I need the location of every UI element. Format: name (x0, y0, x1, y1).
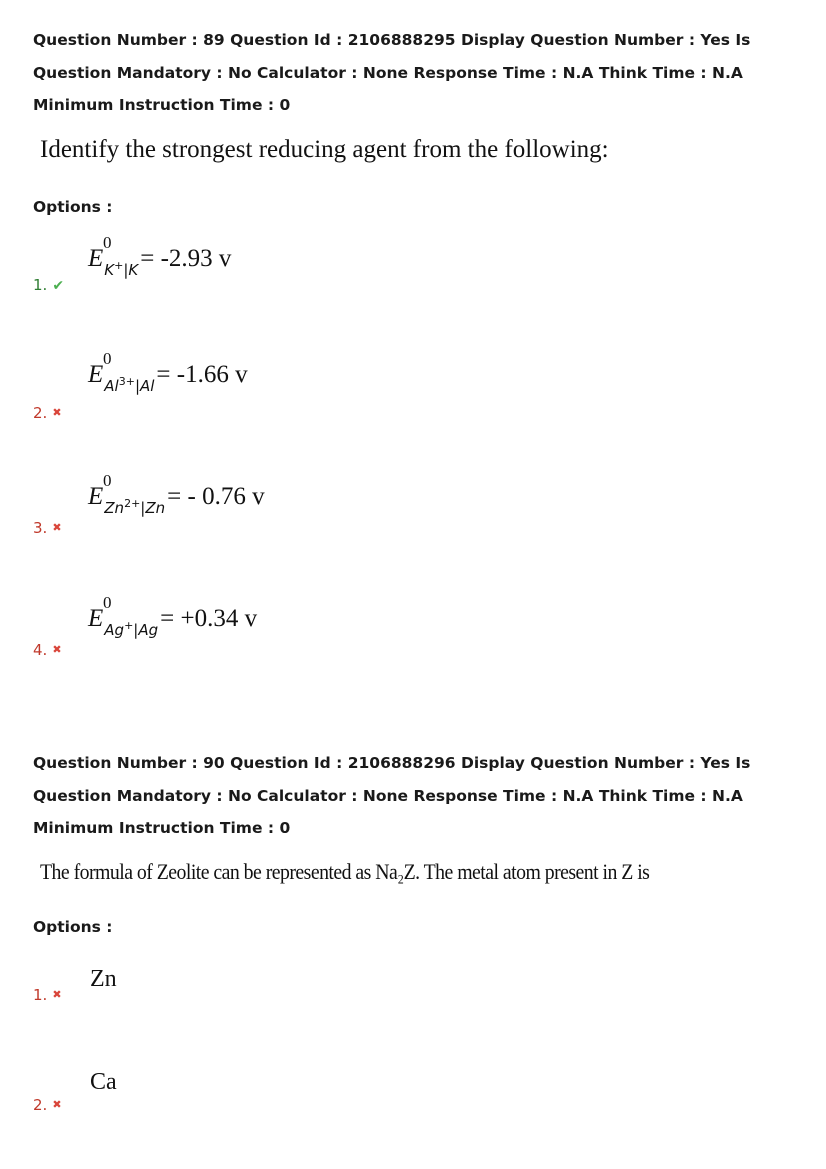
electrode-couple: Al3+|Al (104, 375, 155, 395)
electrode-couple: Ag+|Ag (104, 619, 159, 639)
question-89-text: Identify the strongest reducing agent from the following: (40, 136, 609, 163)
q89-option-4-number: 4. ✖ (33, 641, 62, 659)
question-90-metadata: Question Number : 90 Question Id : 2106888296 Display Question Number : Yes Is Question Mandatory : No Calculator : None Response Time : N.A Think Time : N.A Minimum Instruction Time : 0 (33, 754, 751, 837)
potential-value: = -2.93 v (140, 245, 232, 272)
electrode-potential-symbol: E 0 (88, 593, 112, 632)
q89-option-1-formula (88, 233, 232, 279)
q89-option-2-number: 2. ✖ (33, 404, 62, 422)
question-90-options-label: Options : (33, 918, 113, 936)
q90-option-1-number: 1. ✖ (33, 986, 62, 1004)
q90-option-1-answer: Zn (90, 966, 117, 992)
electrode-potential-symbol: E 0 (88, 349, 112, 388)
potential-value: = +0.34 v (160, 605, 258, 632)
electrode-potential-symbol: E 0 (88, 471, 112, 510)
question-89-options-label: Options : (33, 198, 113, 216)
wrong-cross-icon: ✖ (52, 1098, 62, 1111)
wrong-cross-icon: ✖ (52, 643, 62, 656)
correct-check-icon: ✔ (52, 278, 65, 294)
electrode-couple: K+|K (104, 259, 139, 279)
q89-option-2-formula (88, 349, 248, 395)
wrong-cross-icon: ✖ (52, 988, 62, 1001)
q89-option-1-number: 1. ✔ (33, 276, 65, 294)
question-90-text: The formula of Zeolite can be represented as Na₂Z. The metal atom present in Z is (40, 859, 650, 884)
wrong-cross-icon: ✖ (52, 406, 62, 419)
potential-value: = -1.66 v (156, 361, 248, 388)
potential-value: = - 0.76 v (167, 483, 265, 510)
question-89-metadata: Question Number : 89 Question Id : 2106888295 Display Question Number : Yes Is Question Mandatory : No Calculator : None Response Time : N.A Think Time : N.A Minimum Instruction Time : 0 (33, 31, 751, 114)
q90-option-2-number: 2. ✖ (33, 1096, 62, 1114)
wrong-cross-icon: ✖ (52, 521, 62, 534)
q90-option-2-answer: Ca (90, 1069, 117, 1095)
electrode-couple: Zn2+|Zn (104, 497, 166, 517)
electrode-potential-symbol: E 0 (88, 233, 112, 272)
q89-option-3-number: 3. ✖ (33, 519, 62, 537)
q89-option-4-formula (88, 593, 258, 639)
q89-option-3-formula (88, 471, 265, 517)
